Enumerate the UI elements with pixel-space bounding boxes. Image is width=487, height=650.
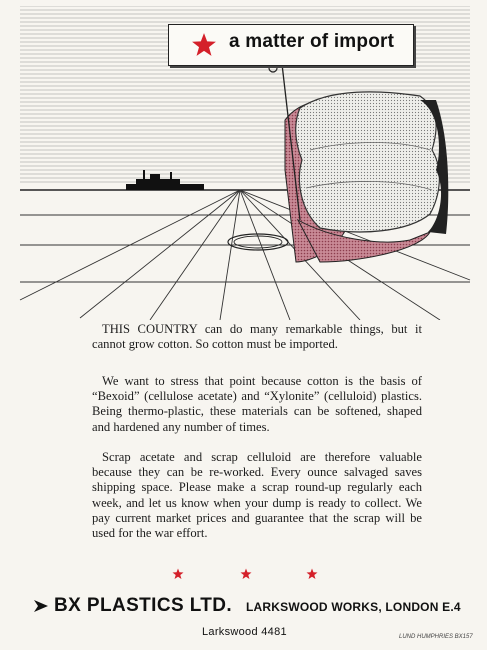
body-paragraph-1: THIS COUNTRY can do many remarkable things, but it cannot grow cotton. So cotton must be imported. bbox=[92, 322, 422, 352]
company-phone: Larkswood 4481 bbox=[202, 626, 287, 638]
red-star-icon bbox=[191, 32, 217, 58]
company-address: LARKSWOOD WORKS, LONDON E.4 bbox=[246, 600, 461, 614]
company-name: BX PLASTICS LTD. bbox=[54, 595, 233, 616]
red-star-icon bbox=[172, 568, 184, 580]
star-divider bbox=[0, 568, 487, 582]
red-star-icon bbox=[306, 568, 318, 580]
arrow-icon bbox=[34, 599, 48, 613]
headline-text: a matter of import bbox=[229, 31, 395, 52]
body-paragraph-3: Scrap acetate and scrap celluloid are therefore valuable because they can be re-worked. Every ounce salvaged saves shipping space. Please make a scrap round-up regularly each week, and let us know when your dump is ready to collect. We pay current market prices and guarantee that the scrap will be used for the war effort. bbox=[92, 450, 422, 541]
printer-credit: LUND HUMPHRIES BX157 bbox=[399, 634, 473, 640]
red-star-icon bbox=[240, 568, 252, 580]
headline-sign bbox=[168, 24, 414, 66]
body-paragraph-2: We want to stress that point because cotton is the basis of “Bexoid” (cellulose acetate) and “Xylonite” (celluloid) plastics. Being thermo-plastic, these materials can be softened, shaped and hardened any number of times. bbox=[92, 374, 422, 434]
